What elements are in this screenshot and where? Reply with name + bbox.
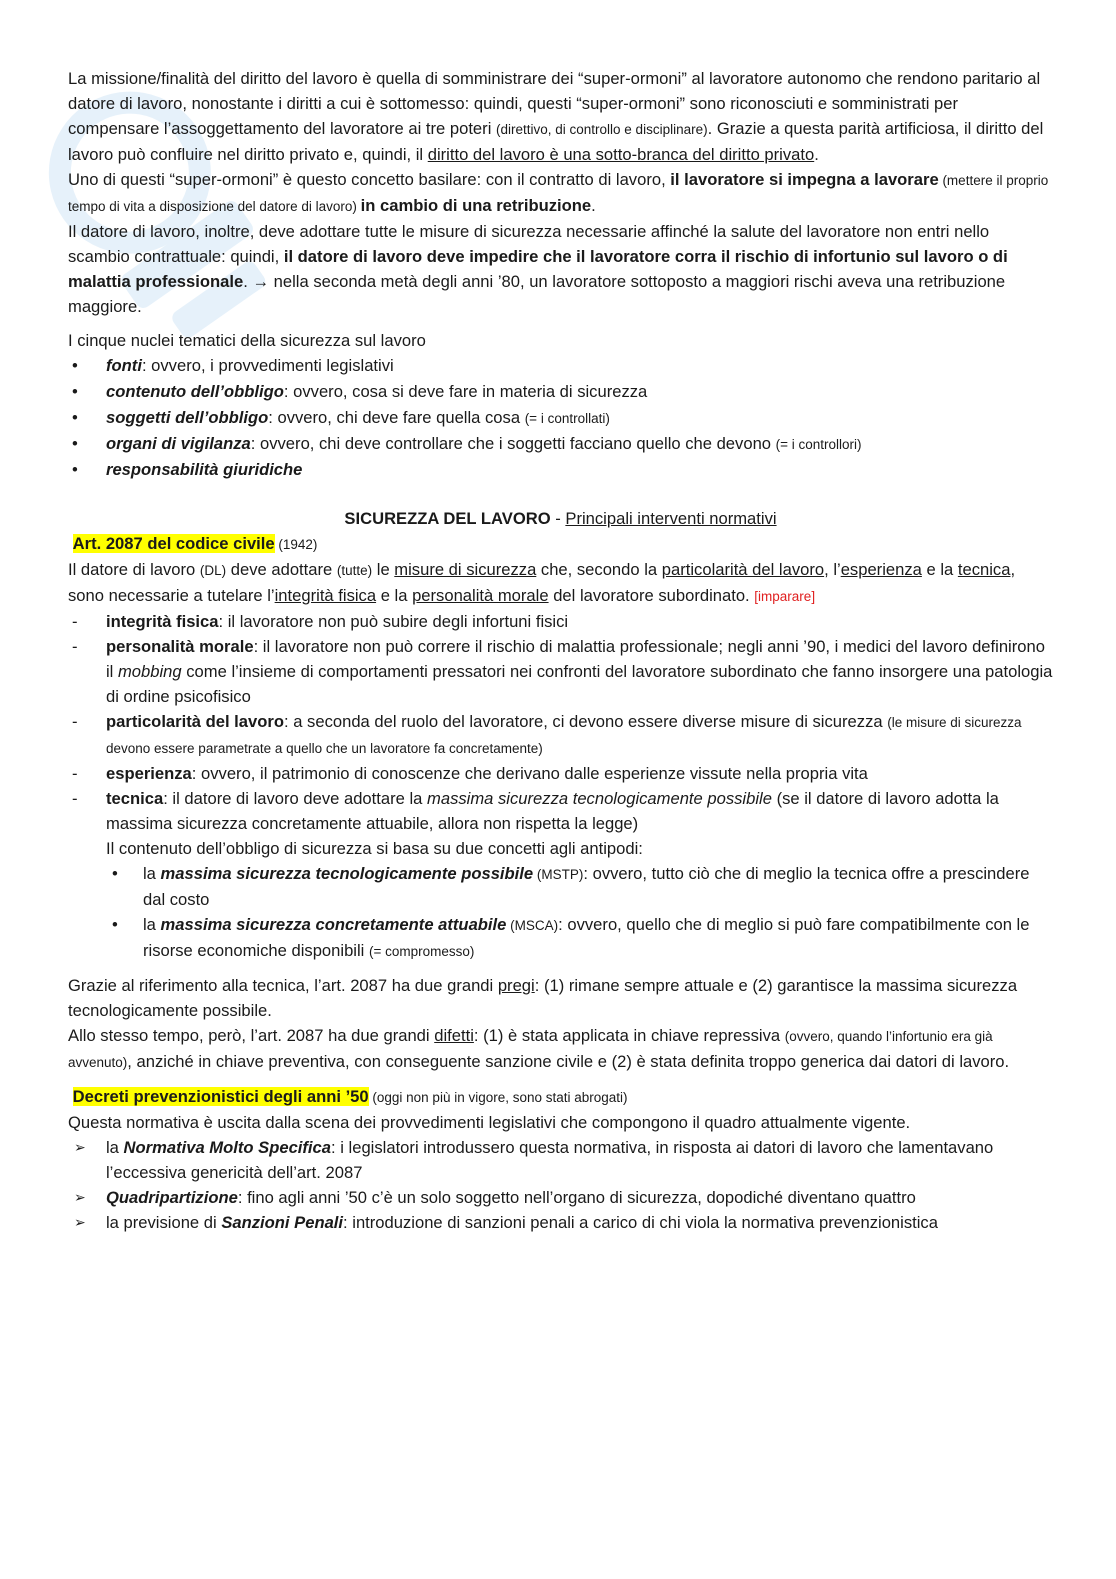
list-item: • la massima sicurezza concretamente attuabile (MSCA): ovvero, quello che di meglio si può fare compatibilmente con le risorse economiche disponibili (= compromesso) bbox=[68, 912, 1053, 964]
arrow-bullet-icon: ➢ bbox=[74, 1139, 86, 1155]
arrow-bullet-icon: ➢ bbox=[74, 1214, 86, 1230]
bullet-icon: • bbox=[72, 460, 78, 479]
list-item: • soggetti dell’obbligo: ovvero, chi deve fare quella cosa (= i controllati) bbox=[68, 405, 1053, 431]
art2087-text: Il datore di lavoro (DL) deve adottare (tutte) le misure di sicurezza che, secondo la particolarità del lavoro, l’esperienza e la tecnica, sono necessarie a tutelare l’integrità fisica e la personalità morale del lavoratore subordinato. [imparare] bbox=[68, 560, 1016, 605]
list-item: - tecnica: il datore di lavoro deve adottare la massima sicurezza tecnologicamente possibile (se il datore di lavoro adotta la massima sicurezza concretamente attuabile, allora non rispetta la legge) bbox=[72, 789, 999, 833]
nuclei-heading: I cinque nuclei tematici della sicurezza sul lavoro bbox=[68, 331, 426, 350]
list-item: ➢ la Normativa Molto Specifica: i legislatori introdussero questa normativa, in risposta ai datori di lavoro che lamentavano l’eccessiva genericità dell’art. 2087 bbox=[68, 1135, 1053, 1185]
art2087-heading: Art. 2087 del codice civile (1942) bbox=[72, 534, 318, 553]
list-item: • fonti: ovvero, i provvedimenti legislativi bbox=[68, 353, 1053, 379]
decreti-intro: Questa normativa è uscita dalla scena dei provvedimenti legislativi che compongono il quadro attualmente vigente. bbox=[68, 1113, 911, 1132]
bullet-icon: • bbox=[112, 915, 118, 934]
section-title: SICUREZZA DEL LAVORO - Principali interventi normativi bbox=[344, 509, 777, 528]
bullet-icon: • bbox=[72, 408, 78, 427]
bullet-icon: • bbox=[72, 356, 78, 375]
decreti-heading: Decreti prevenzionistici degli anni ’50 (oggi non più in vigore, sono stati abrogati) bbox=[72, 1087, 628, 1106]
bullet-icon: • bbox=[72, 382, 78, 401]
list-item: - particolarità del lavoro: a seconda del ruolo del lavoratore, ci devono essere diverse misure di sicurezza (le misure di sicurezza devono essere parametrate a quello che un lavoratore fa concretamente) bbox=[72, 712, 1022, 756]
decreti-list bbox=[68, 1135, 1053, 1235]
pregi-paragraph: Grazie al riferimento alla tecnica, l’art. 2087 ha due grandi pregi: (1) rimane sempre attuale e (2) garantisce la massima sicurezza tecnologicamente possibile. bbox=[68, 976, 1018, 1020]
bullet-icon: • bbox=[112, 864, 118, 883]
intro-paragraph-1: La missione/finalità del diritto del lavoro è quella di somministrare dei “super-ormoni” al lavoratore autonomo che rendono paritario al datore di lavoro, nonostante i diritti a cui è sottomesso: quindi, questi “super-ormoni” sono riconosciuti e somministrati per compensare l’assoggettamento del lavoratore ai tre poteri (direttivo, di controllo e disciplinare). Grazie a questa parità artificiosa, il diritto del lavoro può confluire nel diritto privato e, quindi, il diritto del lavoro è una sotto-branca del diritto privato. bbox=[68, 69, 1044, 164]
document-page bbox=[68, 66, 1053, 1235]
list-item: • organi di vigilanza: ovvero, chi deve controllare che i soggetti facciano quello che devono (= i controllori) bbox=[68, 431, 1053, 457]
nuclei-list bbox=[68, 353, 1053, 482]
note-badge: [imparare] bbox=[754, 589, 816, 604]
list-item: ➢ la previsione di Sanzioni Penali: introduzione di sanzioni penali a carico di chi viola la normativa prevenzionistica bbox=[68, 1210, 1053, 1235]
list-item: - esperienza: ovvero, il patrimonio di conoscenze che derivano dalle esperienze vissute nella propria vita bbox=[72, 764, 868, 783]
list-item: • la massima sicurezza tecnologicamente possibile (MSTP): ovvero, tutto ciò che di meglio la tecnica offre a prescindere dal costo bbox=[68, 861, 1053, 912]
bullet-icon: • bbox=[72, 434, 78, 453]
art2087-elements-list bbox=[68, 609, 1053, 836]
list-item: - integrità fisica: il lavoratore non può subire degli infortuni fisici bbox=[72, 612, 569, 631]
concepts-list bbox=[68, 861, 1053, 964]
list-item: • contenuto dell’obbligo: ovvero, cosa si deve fare in materia di sicurezza bbox=[68, 379, 1053, 405]
arrow-bullet-icon: ➢ bbox=[74, 1189, 86, 1205]
list-item: - personalità morale: il lavoratore non può correre il rischio di malattia professionale; negli anni ’90, i medici del lavoro definirono il mobbing come l’insieme di comportamenti pressatori nei confronti del lavoratore subordinato che fanno insorgere una patologia di ordine psicofisico bbox=[72, 637, 1053, 706]
intro-paragraph-2: Uno di questi “super-ormoni” è questo concetto basilare: con il contratto di lavoro, il lavoratore si impegna a lavorare (mettere il proprio tempo di vita a disposizione del datore di lavoro) in cambio di una retribuzione. bbox=[68, 170, 1049, 215]
content-intro: Il contenuto dell’obbligo di sicurezza si basa su due concetti agli antipodi: bbox=[106, 839, 643, 858]
intro-paragraph-3: Il datore di lavoro, inoltre, deve adottare tutte le misure di sicurezza necessarie affinché la salute del lavoratore non entri nello scambio contrattuale: quindi, il datore di lavoro deve impedire che il lavoratore corra il rischio di infortunio sul lavoro o di malattia professionale. → nella seconda metà degli anni ’80, un lavoratore sottoposto a maggiori rischi aveva una retribuzione maggiore. bbox=[68, 222, 1008, 316]
arrow-right-icon: → bbox=[252, 272, 270, 291]
list-item: ➢ Quadripartizione: fino agli anni ’50 c’è un solo soggetto nell’organo di sicurezza, dopodiché diventano quattro bbox=[68, 1185, 1053, 1210]
difetti-paragraph: Allo stesso tempo, però, l’art. 2087 ha due grandi difetti: (1) è stata applicata in chiave repressiva (ovvero, quando l’infortunio era già avvenuto), anziché in chiave preventiva, con conseguente sanzione civile e (2) è stata definita troppo generica dai datori di lavoro. bbox=[68, 1026, 1010, 1071]
list-item: • responsabilità giuridiche bbox=[68, 457, 1053, 482]
